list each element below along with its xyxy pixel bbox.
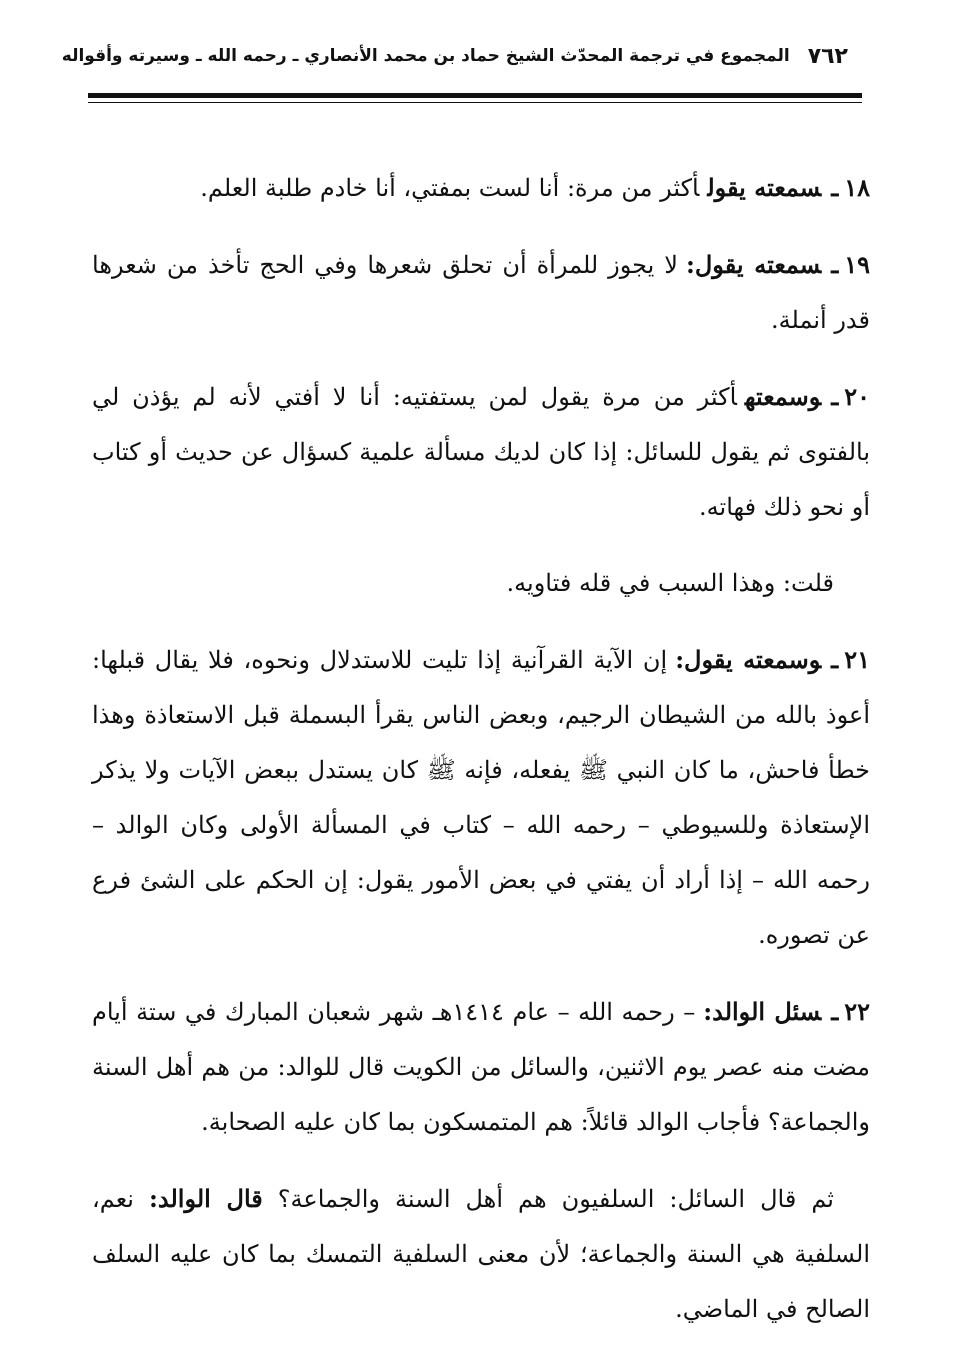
paragraph-text: إن الآية القرآنية إذا تليت للاستدلال ونحوه، فلا يقال قبلها: أعوذ بالله من الشيطان الرجيم، وبعض الناس يقرأ البسملة قبل الاستعاذة وهذا خطأ فاحش، ما كان النبي ﷺ يفعله، فإنه ﷺ كان يستدل ببعض الآيات ولا يذكر الإستعاذة وللسيوطي – رحمه الله – كتاب في المسألة الأولى وكان الوالد – رحمه الله – إذا أراد أن يفتي في بعض الأمور يقول: إن الحكم على الشئ فرع عن تصوره. [92,646,870,949]
lead-phrase: وسمعته [744,382,822,411]
paragraph-20 [92,369,870,535]
paragraph-22 [92,984,870,1150]
paragraph-text: أكثر من مرة يقول لمن يستفتيه: أنا لا أفتي لأنه لم يؤذن لي بالفتوى ثم يقول للسائل: إذا كان لديك مسألة علمية كسؤال عن حديث أو كتاب أو نحو ذلك فهاته. [92,383,870,521]
lead-phrase: قال الوالد: [149,1184,263,1213]
item-separator: ـ [831,250,839,279]
lead-phrase: سئل الوالد: [703,997,822,1026]
page-header [61,36,848,76]
item-number: ٢٢ [844,997,870,1026]
paragraph-text: لا يجوز للمرأة أن تحلق شعرها وفي الحج تأخذ من شعرها قدر أنملة. [92,251,870,334]
lead-phrase: سمعته يقول: [686,250,822,279]
paragraph-text: قلت: وهذا السبب في قله فتاويه. [506,569,834,597]
paragraph-21 [92,632,870,963]
paragraph-text: – رحمه الله – عام ١٤١٤هـ شهر شعبان المبارك في ستة أيام مضت منه عصر يوم الاثنين، والسائل من الكويت قال للوالد: من هم أهل السنة والجماعة؟ فأجاب الوالد قائلاً: هم المتمسكون بما كان عليه الصحابة. [92,998,871,1136]
paragraph-18 [92,160,870,216]
item-separator: ـ [831,645,839,674]
page-number: ٧٦٢ [807,43,848,69]
lead-phrase: سمعته يقول [707,173,822,202]
paragraph-comment [92,556,870,611]
paragraph-19 [92,237,870,348]
paragraph-final [92,1171,870,1337]
item-number: ١٩ [844,250,870,279]
header-rule-thick [88,93,862,98]
paragraph-text-after: نعم، السلفية هي السنة والجماعة؛ لأن معنى السلفية التمسك بما كان عليه السلف الصالح في الماضي. [92,1185,870,1323]
page-body [92,160,870,1358]
running-title: المجموع في ترجمة المحدّث الشيخ حماد بن محمد الأنصاري ـ رحمه الله ـ وسيرته وأقواله [61,46,790,66]
paragraph-text-before: ثم قال السائل: السلفيون هم أهل السنة والجماعة؟ [277,1185,834,1213]
header-rule-thin [88,102,862,103]
item-number: ١٨ [844,173,870,202]
lead-phrase: وسمعته يقول: [675,645,822,674]
item-separator: ـ [831,173,839,202]
item-number: ٢١ [844,645,870,674]
paragraph-text: أكثر من مرة: أنا لست بمفتي، أنا خادم طلبة العلم. [200,174,700,202]
item-number: ٢٠ [844,382,870,411]
item-separator: ـ [831,997,839,1026]
item-separator: ـ [831,382,839,411]
